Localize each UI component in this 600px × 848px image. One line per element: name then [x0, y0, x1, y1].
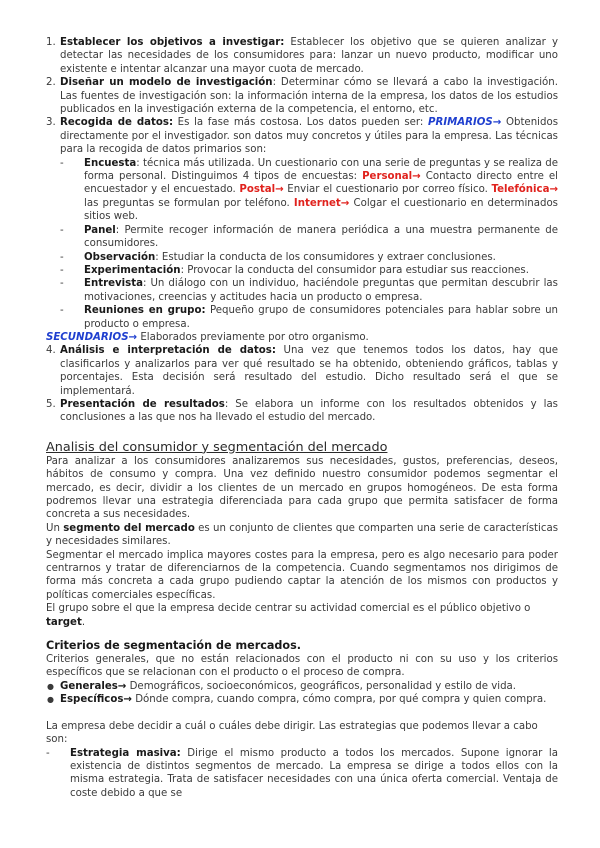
criterio-especificos: ● Específicos→ Dónde compra, cuando compra, cómo compra, por qué compra y quien compra.	[47, 694, 547, 706]
bullet-icon: ●	[47, 695, 54, 705]
section-paragraph-2: Un segmento del mercado es un conjunto de clientes que comparten una serie de características y necesidades similares.	[46, 522, 558, 548]
estrategia-masiva: - Estrategia masiva: Dirige el mismo producto a todos los mercados. Supone ignorar la existencia de distintos segmentos de mercado. La empresa se dirige a todos ellos con la misma estrategia. Trata de satisfacer necesidades con una única oferta comercial. Ventaja de coste debido a que se	[46, 747, 558, 799]
research-steps-list-cont	[46, 344, 558, 424]
step-4-title: Análisis e interpretación de datos:	[60, 345, 276, 357]
techniques-list	[60, 157, 558, 331]
step-4: 4. Análisis e interpretación de datos: Una vez que tenemos todos los datos, hay que clasificarlos y analizarlos para ver qué resultado se ha obtenido, obteniendo gráficos, tablas y porcentajes. Esta decisión será resultado del estudio. Dicho resultado será el que se implementará.	[46, 345, 558, 397]
telefonica-label: Telefónica→	[491, 184, 558, 196]
technique-panel: - Panel: Permite recoger información de manera periódica a una muestra permanente de consumidores.	[60, 224, 558, 250]
criterios-title: Criterios de segmentación de mercados.	[46, 639, 301, 653]
research-steps-list	[46, 36, 558, 331]
section-paragraph-4: El grupo sobre el que la empresa decide centrar su actividad comercial es el público objetivo o target.	[46, 603, 531, 628]
technique-encuesta: - Encuesta: técnica más utilizada. Un cuestionario con una serie de preguntas y se realiza de forma personal. Distinguimos 4 tipos de encuestas: Personal→ Contacto directo entre el encuestador y el encuestado. Postal→ Enviar el cuestionario por correo físico. Telefónica→ las preguntas se formulan por teléfono. Internet→ Colgar el cuestionario en determinados sitios web.	[60, 157, 558, 223]
step-1-title: Establecer los objetivos a investigar:	[60, 37, 285, 48]
section-paragraph-1: Para analizar a los consumidores analizaremos sus necesidades, gustos, preferencias, deseos, hábitos de consumo y compra. Una vez definido nuestro consumidor podemos segmentar el mercado, es decir, dividir a los clientes de un mercado en grupos homogéneos. De esta forma podremos llevar una estrategia diferenciada para cada grupo que permita satisfacer de forma concreta a sus necesidades.	[46, 455, 558, 521]
estrategias-intro: La empresa debe decidir a cuál o cuáles debe dirigir. Las estrategias que podemos llevar a cabo son:	[46, 720, 538, 746]
bullet-icon: ●	[47, 681, 54, 691]
section-paragraph-3: Segmentar el mercado implica mayores costes para la empresa, pero es algo necesario para poder centrarnos y tratar de diferenciarnos de la competencia. Cuando segmentamos nos dirigimos de forma más concreta a cada grupo pudiendo captar la atención de los mismos con productos y políticas comerciales específicas.	[46, 549, 558, 601]
criterios-intro: Criterios generales, que no están relacionados con el producto ni con su uso y los criterios específicos que se relacionan con el producto o el proceso de compra.	[46, 654, 558, 679]
primarios-label: PRIMARIOS→	[428, 117, 502, 129]
criterios-list	[46, 680, 558, 707]
technique-reuniones: - Reuniones en grupo: Pequeño grupo de consumidores potenciales para hablar sobre un producto o empresa.	[60, 305, 559, 330]
step-5-title: Presentación de resultados	[60, 398, 225, 410]
step-1: 1. Establecer los objetivos a investigar: Establecer los objetivo que se quieren analizar y detectar las necesidades de los consumidores para: lanzar un nuevo producto, modificar uno existente e intentar alcanzar una mayor cuota de mercado.	[46, 37, 558, 75]
document-content	[46, 36, 558, 800]
secundarios-label: SECUNDARIOS→	[46, 331, 138, 343]
technique-entrevista: - Entrevista: Un diálogo con un individuo, haciéndole preguntas que permitan descubrir las motivaciones, creencias y actitudes hacia un producto o empresa.	[60, 278, 558, 303]
estrategias-list	[46, 747, 558, 801]
technique-experimentacion: - Experimentación: Provocar la conducta del consumidor para estudiar sus reacciones.	[60, 264, 529, 276]
step-5: 5. Presentación de resultados: Se elabora un informe con los resultados obtenidos y las conclusiones a las que nos ha llevado el estudio del mercado.	[46, 398, 558, 424]
step-2-title: Diseñar un modelo de investigación	[60, 77, 273, 89]
step-3-title: Recogida de datos:	[60, 117, 174, 129]
section-title: Analisis del consumidor y segmentación del mercado	[46, 439, 388, 455]
step-2: 2. Diseñar un modelo de investigación: Determinar cómo se llevará a cabo la investigación. Las fuentes de investigación son: la información interna de la empresa, los datos de los estudios publicados en la investigación externa de la competencia, el entorno, etc.	[46, 77, 558, 116]
technique-observacion: - Observación: Estudiar la conducta de los consumidores y extraer conclusiones.	[60, 251, 496, 263]
secundarios-line: SECUNDARIOS→ Elaborados previamente por otro organismo.	[46, 331, 369, 343]
postal-label: Postal→	[239, 184, 284, 196]
spacer	[46, 707, 558, 720]
step-3: 3. Recogida de datos: Es la fase más costosa. Los datos pueden ser: PRIMARIOS→ Obtenidos directamente por el investigador. son datos muy concretos y útiles para la empresa. Las técnicas para la recogida de datos primarios son: - Encuesta: técnica más utilizada. Un cuestionario con una serie de preguntas y se realiza de forma personal. Distinguimos 4 tipos de encuestas: Personal→ Contacto directo entre el encuestador y el encuestado. Postal→ Enviar el cuestionario por correo físico. Telefónica→ las preguntas se formulan por teléfono. Internet→ Colgar el cuestionario en determinados sitios web. - Panel: Permite recoger información de manera periódica a una muestra permanente de consumidores. - Observación: Estudiar la conducta de los consumidores y extraer conclusiones. - Experimentación: Provocar la conducta del consumidor para estudiar sus reacciones. - Entrevista: Un diálogo con un individuo, haciéndole preguntas que permitan descubrir las motivaciones, creencias y actitudes hacia un producto o empresa. - Reuniones en grupo: Pequeño grupo de consumidores potenciales para hablar sobre un producto o empresa.	[46, 117, 559, 330]
internet-label: Internet→	[293, 197, 350, 209]
criterio-generales: ● Generales→ Demográficos, socioeconómicos, geográficos, personalidad y estilo de vida.	[47, 680, 517, 692]
personal-label: Personal→	[362, 171, 421, 183]
